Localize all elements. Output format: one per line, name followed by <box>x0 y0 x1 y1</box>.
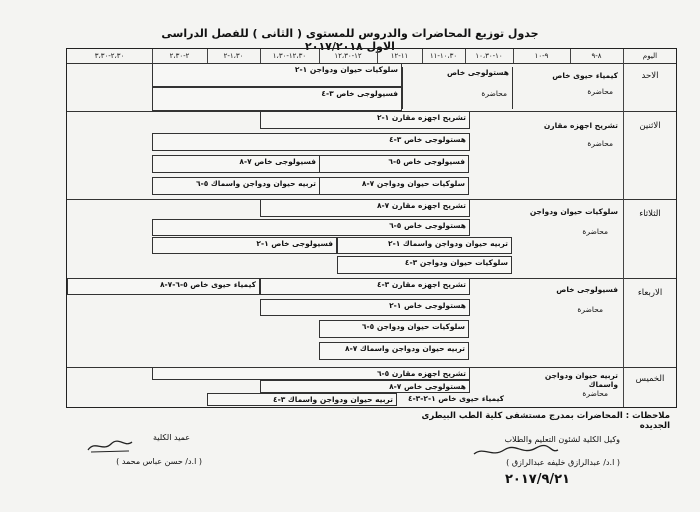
column-divider <box>422 49 423 63</box>
note: ملاحظات : المحاضرات بمدرج مستشفى كلية الطب البيطرى الجديده <box>421 411 670 431</box>
lab-cell: فسيولوجى خاص ١-٢ <box>152 237 337 254</box>
slot-header: ١٠،٣٠-١١ <box>429 52 458 60</box>
lecture-cell: هستولوجى خاص <box>402 67 513 109</box>
day-tuesday: الثلاثاء <box>639 209 661 219</box>
lecture-type: محاضرة <box>577 305 603 314</box>
day-wednesday: الاربعاء <box>637 288 663 298</box>
day-thursday: الخميس <box>635 374 665 384</box>
column-divider <box>465 49 466 63</box>
lab-cell: فسيولوجى خاص ٧-٨ <box>152 155 320 173</box>
vice-dean-title: وكيل الكلية لشئون التعليم والطلاب <box>504 435 620 444</box>
lab-cell: تربيه حيوان ودواجن واسماك ١-٢ <box>337 237 512 254</box>
lecture-title: كيمياء حيوى خاص <box>552 71 618 80</box>
dean-title: عميد الكلية <box>153 433 190 442</box>
lecture-title: سلوكيات حيوان ودواجن <box>529 207 618 216</box>
slot-header: ١٠-١٠،٣٠ <box>475 52 503 60</box>
lecture-type: محاضرة <box>587 139 613 148</box>
schedule-title: جدول توزيع المحاضرات والدروس للمستوى ( الثانى ) للفصل الدراسى الاول ٢٠١٧/٢٠١٨ <box>161 27 539 53</box>
lab-cell: هستولوجى خاص ٣-٤ <box>152 133 470 151</box>
column-divider <box>623 49 624 407</box>
day-sunday: الاحد <box>641 71 659 81</box>
lab-cell: سلوكيات حيوان ودواجن ١-٢ <box>152 63 402 87</box>
lab-cell: كيمياء حيوى خاص ٥-٦-٧-٨ <box>67 278 260 295</box>
lab-cell: فسيولوجى خاص ٣-٤ <box>152 87 402 111</box>
lab-cell: تشريح اجهزه مقارن ٥-٦ <box>152 367 470 380</box>
slot-header: ١٢-١٢،٣٠ <box>334 52 362 60</box>
lecture-title: تشريح اجهزه مقارن <box>543 121 618 130</box>
lecture-type: محاضرة <box>582 227 608 236</box>
lab-cell: تشريح اجهزه مقارن ٣-٤ <box>260 278 470 295</box>
lab-cell: هستولوجى خاص ٧-٨ <box>260 380 470 393</box>
lab-cell: تربيه حيوان ودواجن واسماك ٥-٦ <box>152 177 320 195</box>
column-divider <box>377 49 378 63</box>
lecture-title: تربيه حيوان ودواجن واسماك <box>544 371 618 389</box>
slot-header: ٢-٢،٣٠ <box>169 52 190 60</box>
lecture-type: محاضرة <box>481 89 507 98</box>
column-divider <box>260 49 261 63</box>
lab-cell: فسيولوجى خاص ٥-٦ <box>319 155 469 173</box>
lecture-title: فسيولوجى خاص <box>556 285 618 294</box>
lab-cell: تشريح اجهزه مقارن ١-٢ <box>260 111 470 129</box>
column-divider <box>570 49 571 63</box>
lab-cell: سلوكيات حيوان ودواجن ٧-٨ <box>319 177 469 195</box>
lab-cell: هستولوجى خاص ١-٢ <box>260 299 470 316</box>
dean-signature-icon <box>85 438 135 456</box>
column-divider <box>319 49 320 63</box>
lab-cell: سلوكيات حيوان ودواجن ٣-٤ <box>337 256 512 274</box>
slot-header: ١،٣٠-٢ <box>223 52 244 60</box>
slot-header: ٩-١٠ <box>534 52 549 60</box>
slot-header: ١٢،٣٠-١،٣٠ <box>272 52 307 60</box>
day-header: اليوم <box>642 52 658 60</box>
slot-header: ٢،٣٠-٣،٣٠ <box>94 52 125 60</box>
schedule-table <box>66 48 677 408</box>
slot-header: ٨-٩ <box>591 52 602 60</box>
lecture-type: محاضرة <box>582 389 608 398</box>
signature-date: ٢٠١٧/٩/٢١ <box>504 472 570 487</box>
dean-name: ( ا.د/ حسن عباس محمد ) <box>116 457 202 466</box>
lab-cell: هستولوجى خاص ٥-٦ <box>152 219 470 236</box>
lab-cell: تشريح اجهزه مقارن ٧-٨ <box>260 199 470 217</box>
day-monday: الاثنين <box>639 121 661 131</box>
column-divider <box>207 49 208 63</box>
lab-cell: تربيه حيوان ودواجن واسماك ٧-٨ <box>319 342 469 360</box>
lab-cell: سلوكيات حيوان ودواجن ٥-٦ <box>319 320 469 338</box>
lab-cell: تربيه حيوان ودواجن واسماك ٣-٤ <box>207 393 397 406</box>
lecture-type: محاضرة <box>587 87 613 96</box>
column-divider <box>513 49 514 63</box>
vice-dean-name: ( ا.د/ عبدالرازق خليفه عبدالرازق ) <box>506 458 620 467</box>
lab-cell: كيمياء حيوى خاص ١-٢-٣-٤ <box>407 394 504 403</box>
slot-header: ١١-١٢ <box>390 52 409 60</box>
column-divider <box>152 49 153 63</box>
